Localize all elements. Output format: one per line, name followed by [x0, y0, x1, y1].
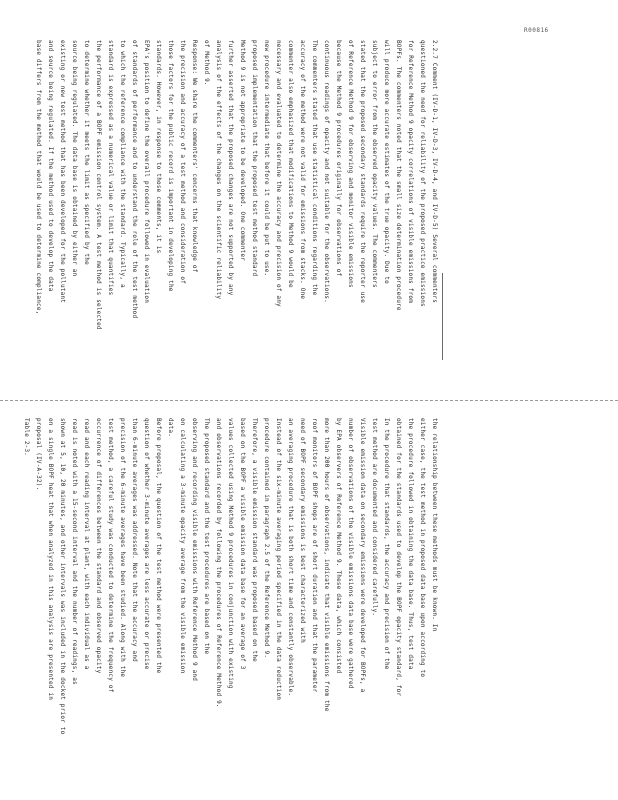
text-line: subject to error from the observed opacity values. The commenters [371, 40, 378, 288]
page-divider [0, 400, 618, 401]
page-id: R00816 [524, 27, 549, 34]
text-line: questioned the need for reliability of the proposed practice emissions [419, 40, 426, 307]
text-line: either case, the test method in proposed data base upon according to [419, 418, 426, 678]
text-line: read is noted with a 15-second interval and the number of readings, as [71, 418, 78, 685]
text-line: The proposed standard and the test procedures are based on the [203, 418, 210, 655]
text-line: on calculating a 3-minute opacity average from the visible emission [179, 418, 186, 674]
text-line: because the Method 9 procedures originally for observations of [335, 40, 342, 277]
text-line: procedure contained in paragraph 2.5 of the Reference Method 9. [263, 418, 270, 659]
text-line: the procedure followed in obtaining the data base. Thus, test data [407, 418, 414, 670]
text-line: precision of the 6-minute averages have been studied. Along with the [119, 418, 126, 678]
text-line: EPA's position to define the overall procedure followed in evaluation [143, 40, 150, 304]
text-line: question of whether 3-minute averages are less accurate or precise [143, 418, 150, 670]
text-line: accuracy of the method were not valid for emissions from stacks. One [299, 40, 306, 300]
text-line: further asserted that the proposed changes are not supported by any [227, 40, 234, 296]
text-line: need of BOPF secondary emissions is best characterized with [299, 418, 306, 643]
text-line: based on the BOPF a visible emission data base for an average of 3 [239, 418, 246, 670]
text-line: roof monitors of BOPF shops are of short duration and that the parameter [311, 418, 318, 693]
text-line: an averaging procedure that is both short time and constantly observable. [287, 418, 294, 697]
text-block-lower [20, 418, 440, 778]
text-line: the relationship between these methods must be known. In [431, 418, 438, 632]
text-line: Method 9 is not appropriate to be developed. One commenter [239, 40, 246, 262]
text-line: base differs from the method that would be used to determine compliance, [35, 40, 42, 315]
text-line: obtained for the standards used to develop the BOPF opacity standard, for [395, 418, 402, 697]
text-line: standards. However, in response to those comments, it is [155, 40, 162, 254]
text-line: Before proposal, the question of the test method were presented the [155, 418, 162, 674]
text-line: continuous readings of opacity and not suitable for the observations. [323, 40, 330, 304]
text-line: and observations recorded by following the procedures of Reference Method 9. [215, 418, 222, 708]
text-line: number of observations of the visible emissions data base were gathered [347, 418, 354, 689]
text-block-upper [32, 40, 440, 395]
text-line: standard is expressed as a numerical value or limit that quantifies [107, 40, 114, 296]
text-line: values collected using Method 9 procedures in conjunction with existing [227, 418, 234, 689]
text-line: test method are documented and considered carefully. [371, 418, 378, 617]
text-line: shown at 5, 10, 20 minutes, and other intervals was included in the docket prior to [59, 418, 66, 735]
text-line: observing and recording visible emissions with Reference Method 9 and [191, 418, 198, 682]
text-line: will produce more accurate estimates of the true opacity. Due to [383, 40, 390, 284]
text-line: the performance of a BOPF emission control system. A test method is selected [95, 40, 102, 330]
text-line: Visible emission data on secondary emissions were developed for BOPFs, a [359, 418, 366, 693]
text-line: Therefore, a visible emission standard was proposed based on the [251, 418, 258, 662]
text-line: Response: We share the commenters' concerns that knowledge of [191, 40, 198, 273]
text-line: proposal (IV-A-32). [35, 418, 42, 491]
text-line: of standards of performance and to understand the role of the test method [131, 40, 138, 319]
text-line: to which the reference compliance with the standard. Typically, a [119, 40, 126, 288]
text-line: those factors for the public record is important in developing the [167, 40, 174, 292]
text-line: existing or new test method that has been developed for the pollutant [59, 40, 66, 304]
text-line: In the procedure that standards, the accuracy and precision of the [383, 418, 390, 670]
text-line: occurrence of differences between the standard and observed opacity [95, 418, 102, 674]
text-line: data. [167, 418, 174, 438]
margin-rule [442, 273, 443, 360]
text-line: necessary and evaluated to determine the accuracy and precision of any [275, 40, 282, 307]
text-line: 2.2.7 Comment (IV-D-1, IV-D-3, IV-D-4, and IV-D-5) Several commenters [431, 40, 438, 304]
text-line: BOPFs. The commenters noted that the small size determination procedure [395, 40, 402, 311]
text-line: the precision and accuracy of a test method and consideration of [179, 40, 186, 284]
text-line: Instead of the six-minute averaging period specified in the data reduction [275, 418, 282, 701]
text-line: source being regulated. The data base is obtained by either an [71, 40, 78, 277]
text-line: test method, a careful study was conducted to determine the frequency of [107, 418, 114, 693]
text-line: than 6-minute averages was addressed. Note that the accuracy and [131, 418, 138, 662]
text-line: of Reference Method 9 for observing and monitor visible emissions [347, 40, 354, 288]
text-line: to determine whether it meets the limit as specified by the [83, 40, 90, 265]
text-line: on a single BOPF heat that when analyzed in this analysis are presented in [47, 418, 54, 701]
text-line: new procedure intermediate that before it could be put to use. [263, 40, 270, 277]
text-line: more than 200 hours of observations, indicate that visible emissions from the [323, 418, 330, 712]
text-line: read and each reading interval at plant, with each individual as a [83, 418, 90, 670]
text-line: commenter also emphasized that modifications to Method 9 would be [287, 40, 294, 288]
text-line: Table 2-3. [23, 418, 30, 457]
text-line: by EPA observers of Reference Method 9. These data, which consisted [335, 418, 342, 674]
text-line: and source being regulated. If the method used to develop the data [47, 40, 54, 292]
text-line: proposed implementation that the proposed test method standard [251, 40, 258, 277]
text-line: analysis of the effects of the changes on the scientific reliability [215, 40, 222, 300]
text-line: of Method 9. [203, 40, 210, 86]
text-line: stated that the proposed secondary standards require the reporter use [359, 40, 366, 304]
text-line: for Reference Method 9 opacity correlations of visible emissions from [407, 40, 414, 304]
text-line: The commenters stated that use statistical conditions regarding the [311, 40, 318, 296]
